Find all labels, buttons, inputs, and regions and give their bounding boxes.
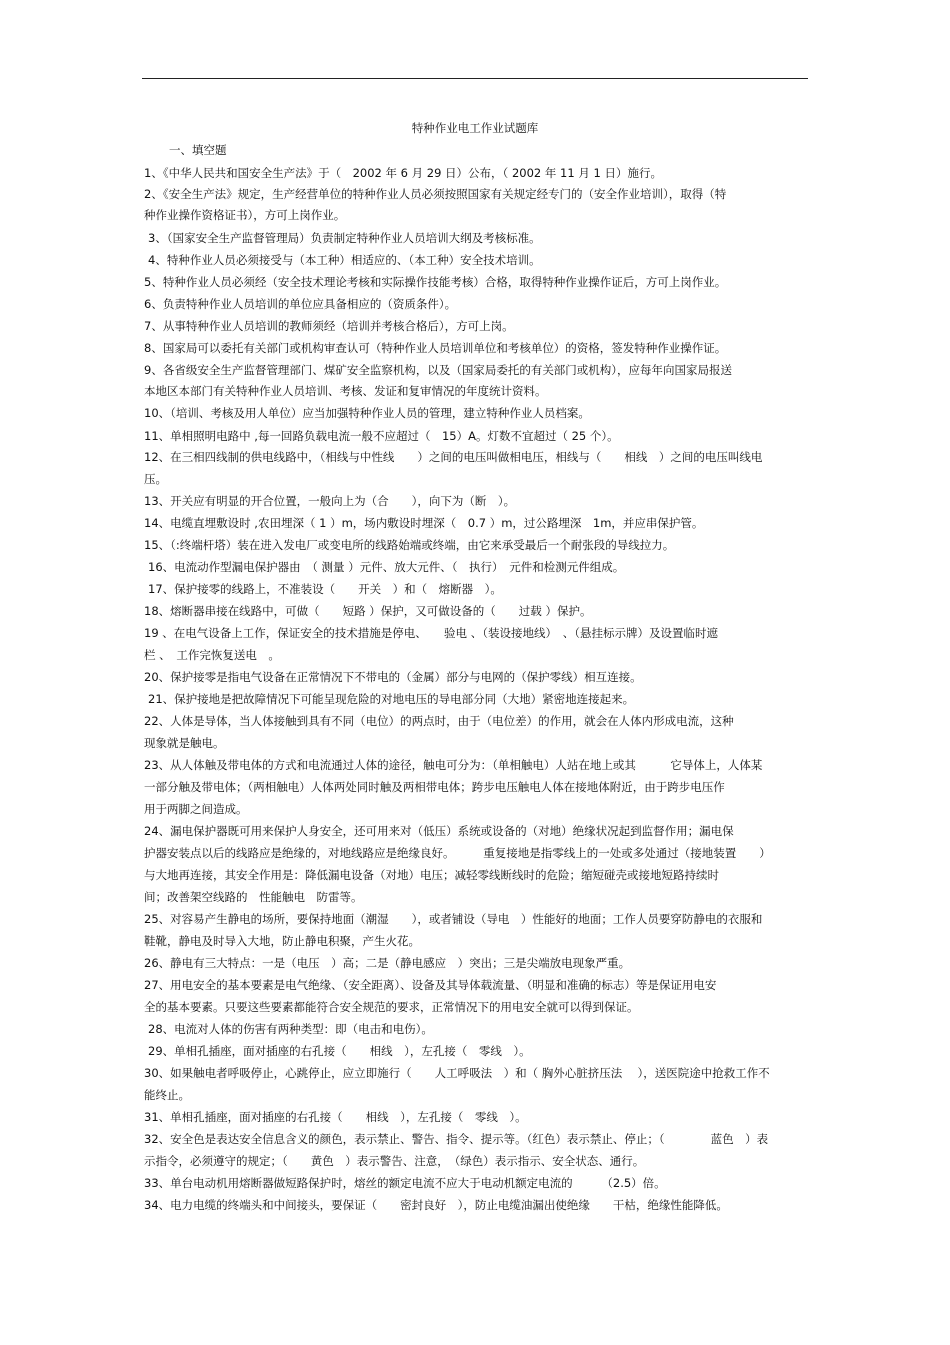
text-line: 20、保护接零是指电气设备在正常情况下不带电的（金属）部分与电网的（保护零线）相互连接。: [144, 670, 642, 684]
text-line: 示指令，必须遵守的规定；（ 黄色 ）表示警告、注意， （绿色）表示指示、安全状态、通行。: [144, 1154, 645, 1168]
text-line: 9、各省级安全生产监督管理部门、煤矿安全监察机构，以及（国家局委托的有关部门或机构），应每年向国家局报送: [144, 363, 733, 377]
text-line: 32、安全色是表达安全信息含义的颜色，表示禁止、警告、指令、提示等。（红色）表示禁止、停止；（ 蓝色 ）表: [144, 1132, 769, 1146]
text-line: 全的基本要素。只要这些要素都能符合安全规范的要求，正常情况下的用电安全就可以得到保证。: [144, 1000, 639, 1014]
text-line: 压。: [144, 472, 167, 486]
text-line: 7、从事特种作业人员培训的教师须经（培训并考核合格后），方可上岗。: [144, 319, 514, 333]
text-line: 11、单相照明电路中 ,每一回路负载电流一般不应超过（ 15）A。灯数不宜超过（ 25 个）。: [144, 429, 619, 443]
text-line: 24、漏电保护器既可用来保护人身安全，还可用来对（低压）系统或设备的（对地）绝缘状况起到监督作用；漏电保: [144, 824, 734, 838]
text-line: 28、电流对人体的伤害有两种类型：即（电击和电伤）。: [148, 1022, 433, 1036]
text-line: 现象就是触电。: [144, 736, 225, 750]
text-line: 本地区本部门有关特种作业人员培训、考核、发证和复审情况的年度统计资料。: [144, 384, 547, 398]
text-line: 12、在三相四线制的供电线路中，（相线与中性线 ）之间的电压叫做相电压，相线与（ 相线 ）之间的电压叫线电: [144, 450, 763, 464]
text-line: 能终止。: [144, 1088, 190, 1102]
text-line: 13、开关应有明显的开合位置，一般向上为（合 ），向下为（断 ）。: [144, 494, 516, 508]
text-line: 鞋靴，静电及时导入大地，防止静电积聚，产生火花。: [144, 934, 420, 948]
header-rule: [142, 78, 808, 79]
text-line: 17、保护接零的线路上，不准装设（ 开关 ）和（ 熔断器 ）。: [148, 582, 502, 596]
text-line: 间；改善架空线路的 性能触电 防雷等。: [144, 890, 363, 904]
text-line: 种作业操作资格证书），方可上岗作业。: [144, 208, 346, 222]
text-line: 18、熔断器串接在线路中，可做（ 短路 ）保护，又可做设备的（ 过载 ）保护。: [144, 604, 592, 618]
text-line: 14、电缆直埋敷设时 ,农田埋深（ 1 ）m，场内敷设时埋深（ 0.7 ）m，过公路埋深 1m，并应串保护管。: [144, 516, 704, 530]
section-heading: 一、填空题: [169, 143, 227, 157]
text-line: 21、保护接地是把故障情况下可能呈现危险的对地电压的导电部分同（大地）紧密地连接起来。: [148, 692, 635, 706]
text-line: 5、特种作业人员必须经（安全技术理论考核和实际操作技能考核）合格，取得特种作业操作证后，方可上岗作业。: [144, 275, 727, 289]
text-line: 19 、在电气设备上工作，保证安全的技术措施是停电、 验电 、（装设接地线） 、（悬挂标示牌）及设置临时遮: [144, 626, 718, 640]
text-line: 2、《安全生产法》规定，生产经营单位的特种作业人员必须按照国家有关规定经专门的（安全作业培训），取得（特: [144, 187, 727, 201]
text-line: 3、（国家安全生产监督管理局）负责制定特种作业人员培训大纲及考核标准。: [148, 231, 541, 245]
text-line: 护器安装点以后的线路应是绝缘的，对地线路应是绝缘良好。 重复接地是指零线上的一处或多处通过（接地装置 ）: [144, 846, 771, 860]
text-line: 27、用电安全的基本要素是电气绝缘、（安全距离）、设备及其导体载流量、（明显和准确的标志）等是保证用电安: [144, 978, 717, 992]
text-line: 23、从人体触及带电体的方式和电流通过人体的途径，触电可分为：（单相触电）人站在地上或其 它导体上，人体某: [144, 758, 763, 772]
text-line: 33、单台电动机用熔断器做短路保护时，熔丝的额定电流不应大于电动机额定电流的 （2.5）倍。: [144, 1176, 666, 1190]
text-line: 31、单相孔插座，面对插座的右孔接（ 相线 ），左孔接（ 零线 ）。: [144, 1110, 527, 1124]
text-line: 29、单相孔插座，面对插座的右孔接（ 相线 ），左孔接（ 零线 ）。: [148, 1044, 531, 1058]
text-line: 10、（培训、考核及用人单位）应当加强特种作业人员的管理，建立特种作业人员档案。: [144, 406, 590, 420]
text-line: 8、国家局可以委托有关部门或机构审查认可（特种作业人员培训单位和考核单位）的资格，签发特种作业操作证。: [144, 341, 727, 355]
text-line: 22、人体是导体，当人体接触到具有不同（电位）的两点时，由于（电位差）的作用，就会在人体内形成电流，这种: [144, 714, 734, 728]
text-line: 用于两脚之间造成。: [144, 802, 248, 816]
text-line: 1、《中华人民共和国安全生产法》于（ 2002 年 6 月 29 日）公布，（ 2002 年 11 月 1 日）施行。: [144, 166, 662, 180]
text-line: 4、特种作业人员必须接受与（本工种）相适应的、（本工种）安全技术培训。: [148, 253, 541, 267]
text-line: 30、如果触电者呼吸停止，心跳停止，应立即施行（ 人工呼吸法 ）和（ 胸外心脏挤压法 ），送医院途中抢救工作不: [144, 1066, 770, 1080]
text-line: 与大地再连接，其安全作用是：降低漏电设备（对地）电压；减轻零线断线时的危险；缩短碰壳或接地短路持续时: [144, 868, 719, 882]
text-line: 25、对容易产生静电的场所，要保持地面（潮湿 ），或者铺设（导电 ）性能好的地面；工作人员要穿防静电的衣服和: [144, 912, 763, 926]
text-line: 6、负责特种作业人员培训的单位应具备相应的（资质条件）。: [144, 297, 457, 311]
text-line: 栏 、 工作完恢复送电 。: [144, 648, 280, 662]
text-line: 34、电力电缆的终端头和中间接头，要保证（ 密封良好 ），防止电缆油漏出使绝缘 干枯，绝缘性能降低。: [144, 1198, 728, 1212]
text-line: 26、静电有三大特点：一是（电压 ）高；二是（静电感应 ）突出；三是尖端放电现象严重。: [144, 956, 631, 970]
text-line: 16、电流动作型漏电保护器由 （ 测量 ）元件、放大元件、（ 执行） 元件和检测元件组成。: [148, 560, 625, 574]
document-title: 特种作业电工作业试题库: [411, 121, 539, 135]
text-line: 15、（:终端杆塔）装在进入发电厂或变电所的线路始端或终端，由它来承受最后一个耐张段的导线拉力。: [144, 538, 675, 552]
text-line: 一部分触及带电体；（两相触电）人体两处同时触及两相带电体；跨步电压触电人体在接地体附近，由于跨步电压作: [144, 780, 725, 794]
